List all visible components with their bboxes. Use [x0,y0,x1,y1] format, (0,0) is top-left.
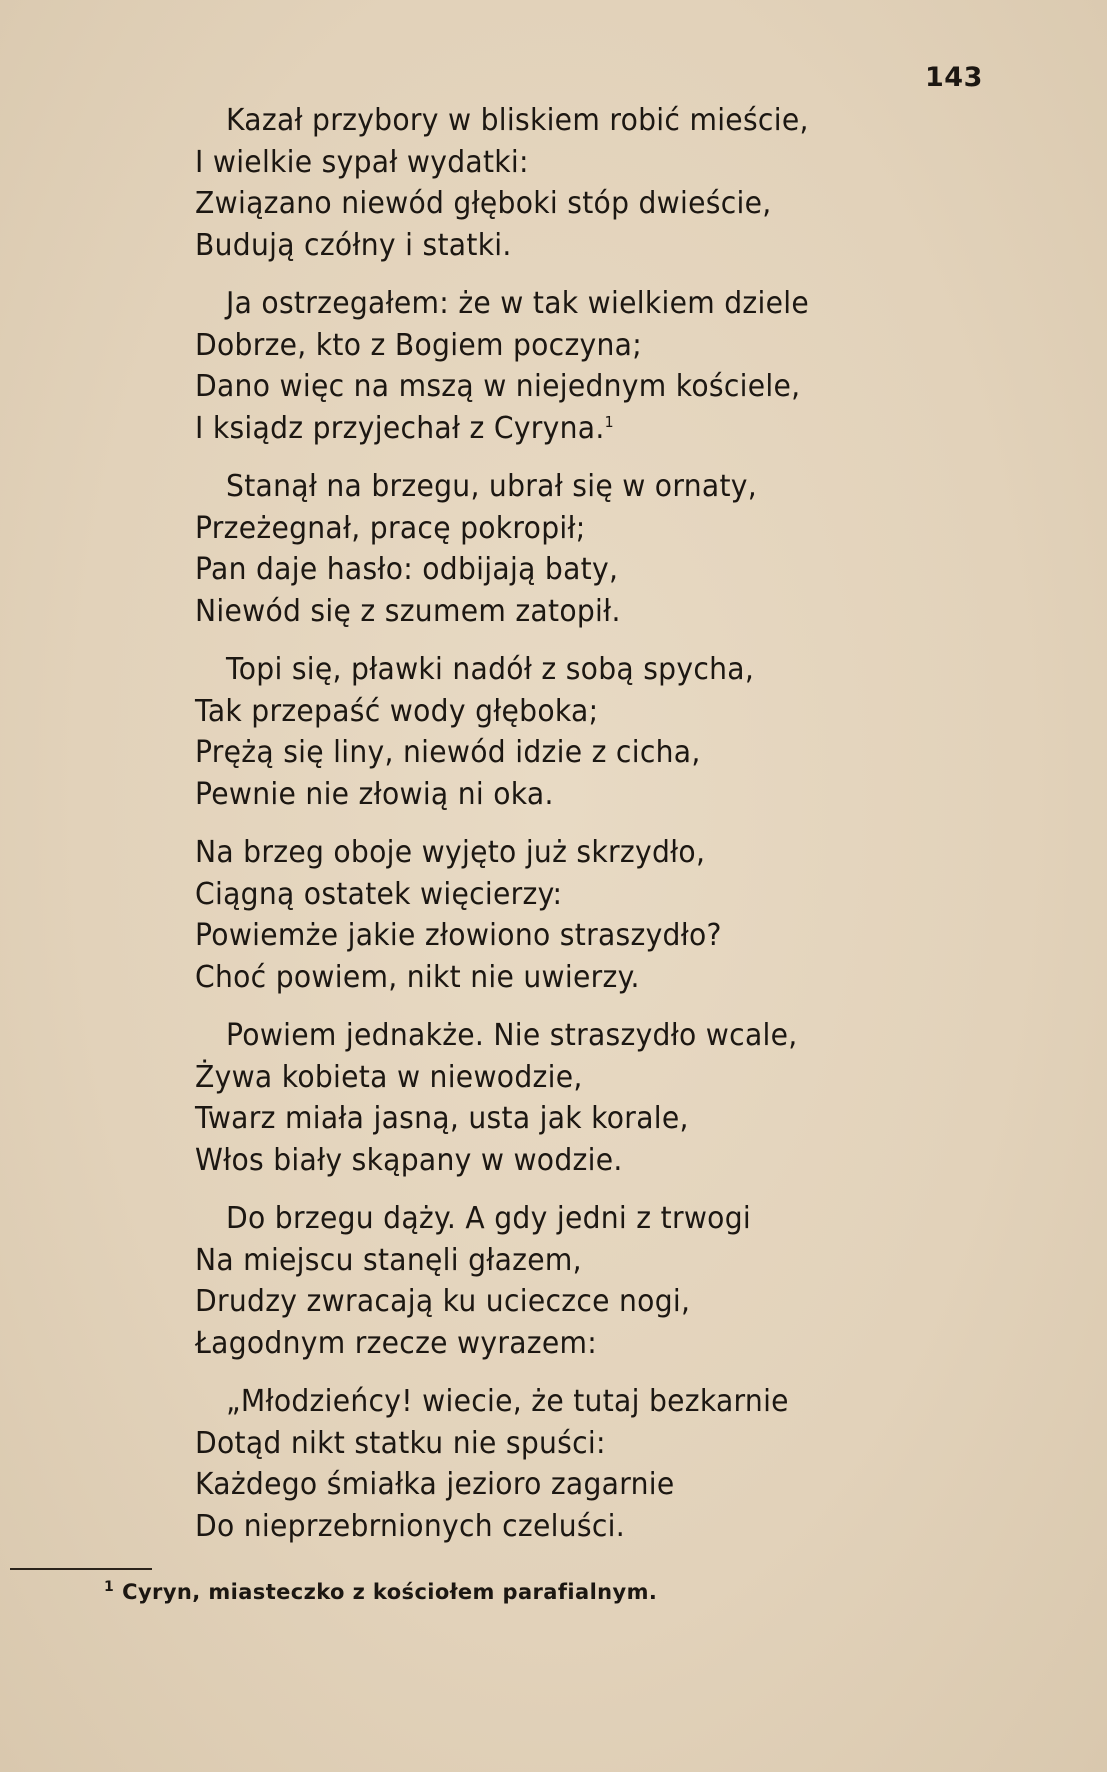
poem-line: Każdego śmiałka jezioro zagarnie [195,1467,675,1502]
stanza [195,100,995,266]
footnote [104,1580,657,1604]
stanza [195,466,995,632]
poem-line: Dotąd nikt statku nie spuści: [195,1425,606,1461]
stanza [195,1381,995,1547]
poem-line: Przeżegnał, pracę pokropił; [195,510,586,546]
poem-line: Do brzegu dąży. A gdy jedni z trwogi [226,1201,752,1236]
poem-line: Tak przepaść wody głęboka; [195,693,599,729]
poem-line: Ja ostrzegałem: że w tak wielkiem dziele [226,286,809,321]
poem-line: Kazał przybory w bliskiem robić mieście, [226,103,809,138]
poem-line: I wielkie sypał wydatki: [195,144,529,180]
stanza [195,1015,995,1181]
poem-line: Pan daje hasło: odbijają baty, [195,552,619,587]
footnote-divider [10,1568,152,1570]
footnote-text: Cyryn, miasteczko z kościołem parafialnym. [122,1580,658,1604]
poem-line: Twarz miała jasną, usta jak korale, [195,1101,689,1136]
poem-line: Budują czółny i statki. [195,227,512,263]
poem-line: Prężą się liny, niewód idzie z cicha, [195,735,701,770]
poem-line: Powiemże jakie złowiono straszydło? [195,918,722,953]
poem-line: Na brzeg oboje wyjęto już skrzydło, [195,835,706,870]
poem-line: Topi się, pławki nadół z sobą spycha, [226,652,755,687]
page-number: 143 [925,62,983,93]
poem-line: Żywa kobieta w niewodzie, [195,1059,583,1095]
poem-line [195,408,947,450]
stanza [195,649,995,815]
poem-line-text: I ksiądz przyjechał z Cyryna. [195,410,605,446]
poem-line: Związano niewód głęboki stóp dwieście, [195,186,772,221]
stanza [195,1198,995,1364]
footnote-mark: 1 [104,1579,115,1595]
poem-line: „Młodzieńcy! wiecie, że tutaj bezkarnie [226,1384,789,1419]
poem-line: Stanął na brzegu, ubrał się w ornaty, [226,469,758,504]
poem-line: Włos biały skąpany w wodzie. [195,1142,623,1178]
poem-line: Pewnie nie złowią ni oka. [195,776,554,812]
poem-line: Do nieprzebrnionych czeluści. [195,1508,626,1544]
poem-line: Dano więc na mszą w niejednym kościele, [195,369,801,404]
poem-line: Choć powiem, nikt nie uwierzy. [195,959,640,995]
poem-line: Niewód się z szumem zatopił. [195,593,621,629]
poem-line: Na miejscu stanęli głazem, [195,1242,582,1278]
poem-body [195,100,995,1564]
stanza [195,283,995,449]
poem-line: Powiem jednakże. Nie straszydło wcale, [226,1018,798,1053]
poem-line: Ciągną ostatek więcierzy: [195,876,563,912]
footnote-reference: 1 [604,412,614,431]
stanza [195,832,995,998]
poem-line: Dobrze, kto z Bogiem poczyna; [195,327,643,363]
poem-line: Drudzy zwracają ku ucieczce nogi, [195,1284,691,1319]
poem-line: Łagodnym rzecze wyrazem: [195,1325,598,1361]
